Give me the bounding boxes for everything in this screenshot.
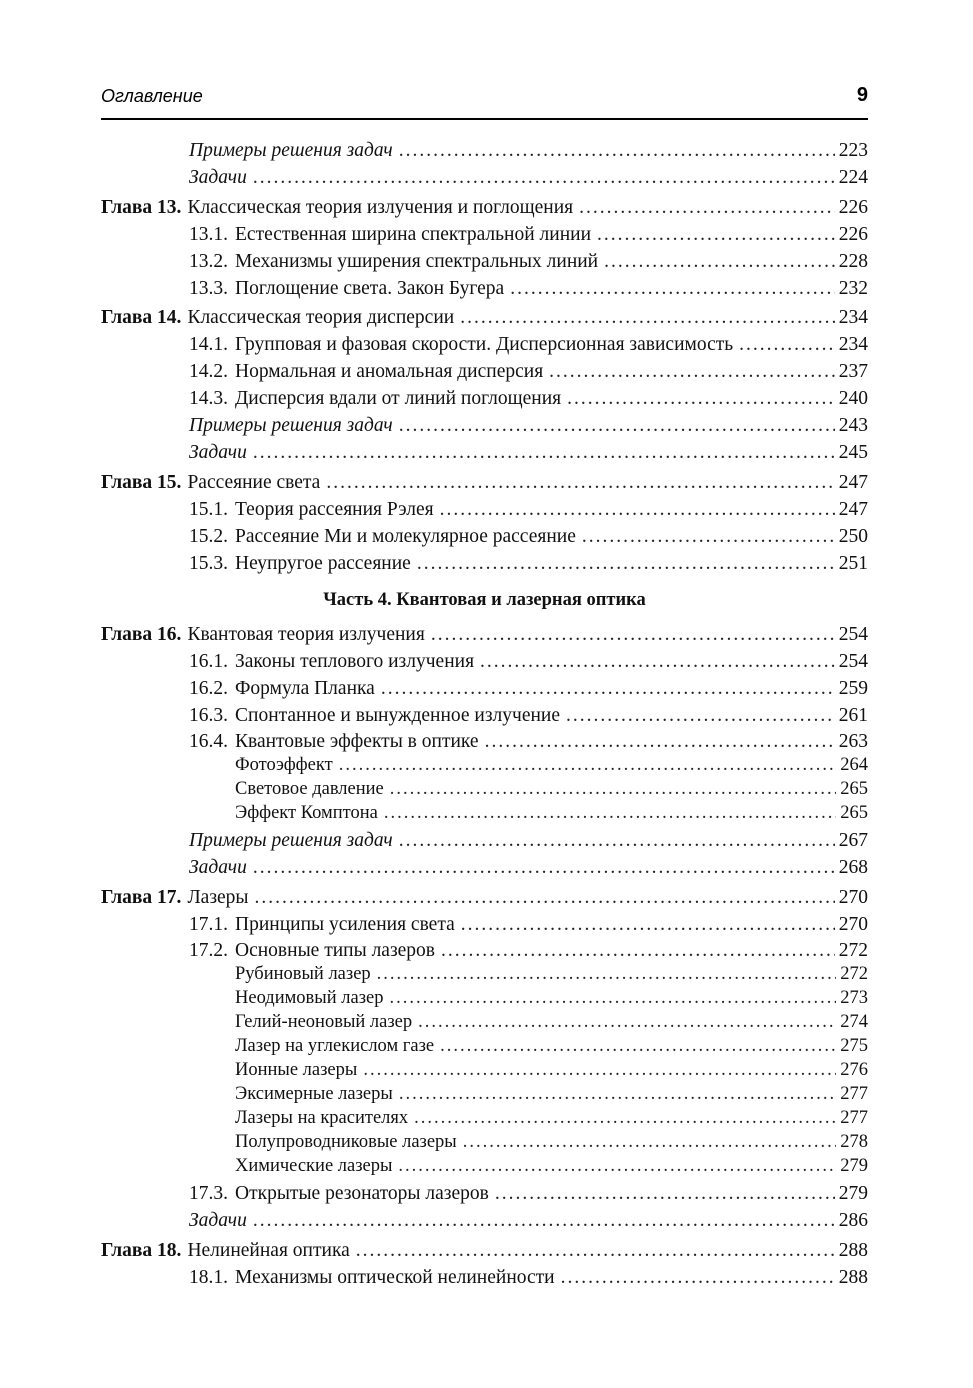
dot-leader [339,755,837,776]
dot-leader [377,964,837,985]
entry-title: Полупроводниковые лазеры [235,1132,457,1152]
entry-title: Примеры решения задач [189,415,393,436]
page-number: 259 [838,678,868,699]
dot-leader [356,1240,835,1262]
dot-leader [384,803,836,824]
toc-entry-row[interactable] [101,803,868,829]
dot-leader [566,705,835,727]
entry-title: Нормальная и аномальная дисперсия [235,361,544,382]
entry-title: Классическая теория дисперсии [187,307,455,328]
page-number: 247 [838,499,868,520]
toc-entry-row[interactable] [101,1084,868,1110]
page-number: 270 [838,914,868,935]
page-number: 263 [838,731,868,752]
page-number: 224 [838,167,868,188]
toc-entry-row[interactable] [101,140,868,166]
toc-entry-row[interactable] [101,1156,868,1182]
dot-leader [253,857,835,879]
page-number: 234 [838,307,868,328]
entry-title: Задачи [189,1210,247,1231]
dot-leader [440,1036,836,1057]
page-number: 254 [838,624,868,645]
toc-entry-row[interactable] [101,499,868,525]
dot-leader [253,442,835,464]
toc-entry-row[interactable] [101,1183,868,1209]
entry-title: Открытые резонаторы лазеров [235,1183,489,1204]
dot-leader [398,1156,836,1177]
dot-leader [561,1267,835,1289]
section-number: 14.2. [189,361,228,382]
page-number: 226 [838,224,868,245]
dot-leader [739,334,835,356]
toc-entry-row[interactable] [101,526,868,552]
page-number: 279 [838,1183,868,1204]
dot-leader [495,1183,835,1205]
entry-title: Теория рассеяния Рэлея [235,499,434,520]
page-number: 272 [840,964,868,984]
toc-entry-row[interactable] [101,251,868,277]
entry-title: Неупругое рассеяние [235,553,411,574]
page-number: 265 [840,779,868,799]
page-number: 254 [838,651,868,672]
chapter-number: Глава 18. [101,1240,182,1261]
toc-entry-row[interactable] [101,779,868,805]
page-number: 232 [838,278,868,299]
dot-leader [431,624,835,646]
toc-entry-row[interactable] [101,167,868,193]
toc-chapter-row[interactable] [101,472,868,498]
dot-leader [253,167,835,189]
section-number: 16.2. [189,678,228,699]
chapter-number: Глава 17. [101,887,182,908]
dot-leader [604,251,835,273]
dot-leader [389,988,836,1009]
toc-entry-row[interactable] [101,553,868,579]
toc-entry-row[interactable] [101,415,868,441]
section-number: 16.4. [189,731,228,752]
toc-entry-row[interactable] [101,755,868,781]
chapter-number: Глава 15. [101,472,182,493]
entry-title: Классическая теория излучения и поглощения [187,197,574,218]
section-number: 13.1. [189,224,228,245]
entry-title: Механизмы оптической нелинейности [235,1267,555,1288]
entry-title: Квантовая теория излучения [187,624,425,645]
toc-entry-row[interactable] [101,1210,868,1236]
dot-leader [510,278,835,300]
section-number: 17.3. [189,1183,228,1204]
toc-entry-row[interactable] [101,731,868,757]
page-number: 277 [840,1084,868,1104]
toc-entry-row[interactable] [101,361,868,387]
section-number: 18.1. [189,1267,228,1288]
section-number: 13.2. [189,251,228,272]
section-number: 17.2. [189,940,228,961]
toc-entry-row[interactable] [101,1267,868,1293]
entry-title: Ионные лазеры [235,1060,358,1080]
entry-title: Химические лазеры [235,1156,393,1176]
dot-leader [255,887,835,909]
entry-title: Лазеры на красителях [235,1108,409,1128]
dot-leader [480,651,835,673]
entry-title: Лазер на углекислом газе [235,1036,435,1056]
entry-title: Задачи [189,167,247,188]
section-number: 13.3. [189,278,228,299]
toc-entry-row[interactable] [101,278,868,304]
entry-title: Поглощение света. Закон Бугера [235,278,505,299]
entry-title: Механизмы уширения спектральных линий [235,251,599,272]
toc-chapter-row[interactable] [101,197,868,223]
page-number: 279 [840,1156,868,1176]
header-title: Оглавление [101,86,203,106]
chapter-number: Глава 16. [101,624,182,645]
dot-leader [567,388,835,410]
page-number: 234 [838,334,868,355]
entry-title: Рассеяние Ми и молекулярное рассеяние [235,526,576,547]
dot-leader [485,731,835,753]
page-number: 288 [838,1240,868,1261]
page-number: 286 [838,1210,868,1231]
page-number: 250 [838,526,868,547]
toc-entry-row[interactable] [101,705,868,731]
toc-entry-row[interactable] [101,1012,868,1038]
entry-title: Задачи [189,857,247,878]
toc-entry-row[interactable] [101,1060,868,1086]
page-number: 228 [838,251,868,272]
entry-title: Примеры решения задач [189,830,393,851]
page-number: 288 [838,1267,868,1288]
toc-entry-row[interactable] [101,1108,868,1134]
entry-title: Задачи [189,442,247,463]
dot-leader [399,1084,836,1105]
toc-entry-row[interactable] [101,940,868,966]
dot-leader [414,1108,836,1129]
dot-leader [463,1132,837,1153]
dot-leader [399,830,835,852]
section-number: 16.3. [189,705,228,726]
toc-entry-row[interactable] [101,857,868,883]
entry-title: Лазеры [187,887,249,908]
entry-title: Групповая и фазовая скорости. Дисперсионная зависимость [235,334,734,355]
section-number: 16.1. [189,651,228,672]
entry-title: Нелинейная оптика [187,1240,350,1261]
page-number: 273 [840,988,868,1008]
entry-title: Гелий-неоновый лазер [235,1012,413,1032]
page-number: 274 [840,1012,868,1032]
toc-entry-row[interactable] [101,651,868,677]
page-number: 268 [838,857,868,878]
page-number: 245 [838,442,868,463]
dot-leader [460,307,835,329]
toc-entry-row[interactable] [101,334,868,360]
dot-leader [381,678,835,700]
entry-title: Спонтанное и вынужденное излучение [235,705,561,726]
chapter-number: Глава 13. [101,197,182,218]
dot-leader [461,914,835,936]
header-page-number: 9 [856,84,868,106]
toc-chapter-row[interactable] [101,1240,868,1266]
page-number: 270 [838,887,868,908]
toc-entry-row[interactable] [101,442,868,468]
dot-leader [597,224,835,246]
entry-title: Примеры решения задач [189,140,393,161]
dot-leader [363,1060,836,1081]
page-number: 261 [838,705,868,726]
dot-leader [326,472,834,494]
page-number: 240 [838,388,868,409]
part-heading: Часть 4. Квантовая и лазерная оптика [323,590,646,610]
dot-leader [390,779,836,800]
entry-title: Естественная ширина спектральной линии [235,224,592,245]
page-number: 277 [840,1108,868,1128]
chapter-number: Глава 14. [101,307,182,328]
entry-title: Формула Планка [235,678,375,699]
dot-leader [582,526,835,548]
page-number: 223 [838,140,868,161]
toc-chapter-row[interactable] [101,307,868,333]
entry-title: Эксимерные лазеры [235,1084,393,1104]
page-number: 251 [838,553,868,574]
page-number: 276 [840,1060,868,1080]
dot-leader [579,197,835,219]
entry-title: Эффект Комптона [235,803,378,823]
dot-leader [440,499,835,521]
toc-chapter-row[interactable] [101,624,868,650]
toc-entry-row[interactable] [101,988,868,1014]
section-number: 15.3. [189,553,228,574]
entry-title: Световое давление [235,779,384,799]
section-number: 14.3. [189,388,228,409]
page-number: 267 [838,830,868,851]
toc-entry-row[interactable] [101,388,868,414]
page-number: 278 [840,1132,868,1152]
entry-title: Основные типы лазеров [235,940,436,961]
entry-title: Квантовые эффекты в оптике [235,731,479,752]
page-number: 243 [838,415,868,436]
dot-leader [399,140,835,162]
page-number: 272 [838,940,868,961]
page-number: 226 [838,197,868,218]
dot-leader [399,415,835,437]
section-number: 15.1. [189,499,228,520]
toc-entry-row[interactable] [101,914,868,940]
section-number: 15.2. [189,526,228,547]
dot-leader [253,1210,835,1232]
entry-title: Неодимовый лазер [235,988,384,1008]
toc-chapter-row[interactable] [101,887,868,913]
section-number: 17.1. [189,914,228,935]
section-number: 14.1. [189,334,228,355]
dot-leader [418,1012,836,1033]
page-number: 247 [838,472,868,493]
table-of-contents [101,0,868,1388]
dot-leader [549,361,835,383]
entry-title: Фотоэффект [235,755,333,775]
toc-entry-row[interactable] [101,830,868,856]
entry-title: Дисперсия вдали от линий поглощения [235,388,562,409]
page-number: 275 [840,1036,868,1056]
toc-entry-row[interactable] [101,1036,868,1062]
toc-entry-row[interactable] [101,1132,868,1158]
entry-title: Рубиновый лазер [235,964,371,984]
toc-entry-row[interactable] [101,678,868,704]
page-number: 237 [838,361,868,382]
dot-leader [441,940,835,962]
entry-title: Рассеяние света [187,472,321,493]
toc-entry-row[interactable] [101,964,868,990]
dot-leader [417,553,835,575]
page-number: 264 [840,755,868,775]
entry-title: Принципы усиления света [235,914,455,935]
toc-entry-row[interactable] [101,224,868,250]
entry-title: Законы теплового излучения [235,651,475,672]
page-number: 265 [840,803,868,823]
